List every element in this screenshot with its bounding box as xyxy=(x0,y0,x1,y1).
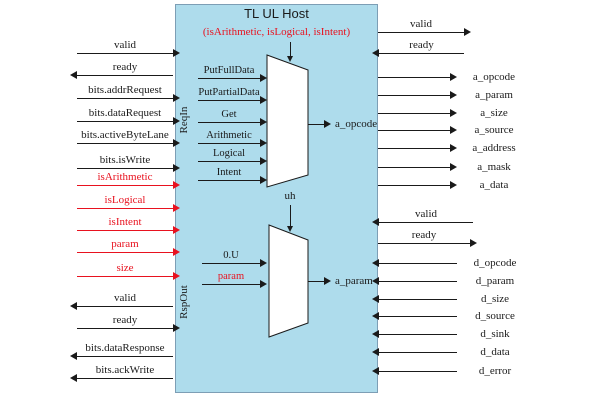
arrow-right-icon xyxy=(198,180,260,181)
arrow-right-icon xyxy=(378,95,450,96)
left-signal-size xyxy=(77,261,173,277)
arrow-right-icon xyxy=(378,243,470,244)
right-signal-a-data xyxy=(378,178,526,192)
left-signal-ready-req xyxy=(77,60,173,76)
signal-label: bits.isWrite xyxy=(99,154,151,166)
signal-label: isIntent xyxy=(108,216,142,228)
arrow-left-icon xyxy=(379,281,457,282)
arrow-right-icon xyxy=(378,130,450,131)
left-signal-is-write xyxy=(77,153,173,169)
signal-label: a_opcode xyxy=(472,71,516,83)
arrow-left-icon xyxy=(379,53,464,54)
mux-input-intent xyxy=(198,166,260,181)
arrow-right-icon xyxy=(378,167,450,168)
arrow-right-icon xyxy=(77,230,173,231)
arrow-left-icon xyxy=(379,352,457,353)
signal-label: a_mask xyxy=(477,161,511,173)
arrow-right-icon xyxy=(77,98,173,99)
signal-label: d_source xyxy=(475,310,515,322)
right-signal-a-param xyxy=(378,88,526,102)
arrow-right-icon xyxy=(198,100,260,101)
signal-label: bits.ackWrite xyxy=(95,364,155,376)
signal-label: a_param xyxy=(335,275,373,287)
mux-input-zero-u xyxy=(202,249,260,264)
right-signal-d-param xyxy=(379,274,527,288)
signal-label: ready xyxy=(112,314,138,326)
right-signal-d-error xyxy=(379,364,527,378)
block-title: TL UL Host xyxy=(244,6,309,21)
right-signal-d-sink xyxy=(379,327,527,341)
right-signal-valid-a xyxy=(378,17,464,33)
arrow-left-icon xyxy=(77,378,173,379)
param-mux-output xyxy=(308,274,373,288)
left-signal-addr-request xyxy=(77,83,173,99)
signal-label: PutFullData xyxy=(203,65,255,76)
signal-label: d_sink xyxy=(480,328,510,340)
left-signal-is-logical xyxy=(77,193,173,209)
arrow-right-icon xyxy=(77,276,173,277)
signal-label: a_source xyxy=(474,124,514,136)
signal-label: d_param xyxy=(475,275,515,287)
signal-label: d_error xyxy=(478,365,512,377)
signal-label: d_data xyxy=(480,346,510,358)
arrow-right-icon xyxy=(77,208,173,209)
right-signal-d-size xyxy=(379,292,527,306)
opcode-mux-output xyxy=(308,117,377,131)
arrow-right-icon xyxy=(77,252,173,253)
signal-label: bits.addrRequest xyxy=(88,84,162,96)
left-signal-param xyxy=(77,237,173,253)
signal-label: a_size xyxy=(480,107,508,119)
arrow-right-icon xyxy=(198,161,260,162)
arrow-right-icon xyxy=(308,124,324,125)
mux-input-put-full-data xyxy=(198,64,260,79)
rsp-out-group-label: RspOut xyxy=(178,285,190,319)
param-mux-select-arrow xyxy=(290,205,291,226)
left-signal-active-byte-lane xyxy=(77,128,173,144)
signal-label: isLogical xyxy=(104,194,146,206)
signal-label: 0.U xyxy=(223,250,239,261)
signal-label: param xyxy=(111,238,139,250)
signal-label: d_opcode xyxy=(473,257,517,269)
arrow-left-icon xyxy=(379,316,457,317)
signal-label: bits.dataResponse xyxy=(85,342,165,354)
arrow-right-icon xyxy=(308,281,324,282)
signal-label: size xyxy=(116,262,134,274)
signal-label: valid xyxy=(415,208,437,220)
arrow-left-icon xyxy=(379,371,457,372)
arrow-left-icon xyxy=(379,263,457,264)
signal-label: ready xyxy=(409,39,434,51)
arrow-left-icon xyxy=(77,306,173,307)
signal-label: valid xyxy=(410,18,432,30)
right-signal-a-opcode xyxy=(378,70,526,84)
right-signal-d-data xyxy=(379,345,527,359)
arrow-right-icon xyxy=(378,148,450,149)
left-signal-ack-write xyxy=(77,363,173,379)
mux-input-logical xyxy=(198,147,260,162)
signal-label: Intent xyxy=(216,167,242,178)
right-signal-d-source xyxy=(379,309,527,323)
right-signal-ready-a xyxy=(379,38,464,54)
mux-input-param xyxy=(202,270,260,285)
signal-label: d_size xyxy=(480,293,510,305)
arrow-left-icon xyxy=(379,334,457,335)
signal-label: Arithmetic xyxy=(206,130,252,141)
signal-label: valid xyxy=(114,292,136,304)
right-signal-valid-d xyxy=(379,207,473,223)
arrow-right-icon xyxy=(77,143,173,144)
req-in-group-label: ReqIn xyxy=(178,106,190,134)
right-signal-a-mask xyxy=(378,160,526,174)
param-mux-shape xyxy=(268,224,310,339)
arrow-right-icon xyxy=(378,113,450,114)
left-signal-ready-rsp xyxy=(77,313,173,329)
arrow-right-icon xyxy=(202,284,260,285)
arrow-right-icon xyxy=(77,185,173,186)
arrow-left-icon xyxy=(379,299,457,300)
signal-label: isArithmetic xyxy=(97,171,153,183)
arrow-right-icon xyxy=(77,328,173,329)
left-signal-valid-req xyxy=(77,38,173,54)
block-subtitle: (isArithmetic, isLogical, isIntent) xyxy=(202,26,351,38)
mux-input-put-partial-data xyxy=(198,86,260,101)
arrow-right-icon xyxy=(202,263,260,264)
signal-label: ready xyxy=(112,61,138,73)
left-signal-is-intent xyxy=(77,215,173,231)
param-mux-select-label: uh xyxy=(284,190,296,202)
left-signal-valid-rsp xyxy=(77,291,173,307)
right-signal-d-opcode xyxy=(379,256,527,270)
signal-label: ready xyxy=(411,229,437,241)
signal-label: bits.dataRequest xyxy=(88,107,162,119)
arrow-left-icon xyxy=(77,75,173,76)
arrow-right-icon xyxy=(198,78,260,79)
signal-label: a_data xyxy=(479,179,509,191)
arrow-right-icon xyxy=(198,122,260,123)
signal-label: valid xyxy=(114,39,136,51)
arrow-right-icon xyxy=(378,185,450,186)
arrow-right-icon xyxy=(77,53,173,54)
opcode-mux-shape xyxy=(266,54,310,190)
arrow-left-icon xyxy=(77,356,173,357)
signal-label: a_param xyxy=(475,89,513,101)
signal-label: Get xyxy=(221,109,237,120)
left-signal-is-arithmetic xyxy=(77,170,173,186)
arrow-right-icon xyxy=(77,168,173,169)
mux-input-get xyxy=(198,108,260,123)
signal-label: param xyxy=(217,271,245,282)
signal-label: a_opcode xyxy=(335,118,378,130)
right-signal-a-source xyxy=(378,123,526,137)
right-signal-a-address xyxy=(378,141,526,155)
signal-label: a_address xyxy=(472,142,516,154)
arrow-left-icon xyxy=(379,222,473,223)
right-signal-a-size xyxy=(378,106,526,120)
signal-label: Logical xyxy=(212,148,246,159)
left-signal-data-response xyxy=(77,341,173,357)
signal-label: bits.activeByteLane xyxy=(81,129,169,141)
arrow-right-icon xyxy=(378,32,464,33)
mux-input-arithmetic xyxy=(198,129,260,144)
right-signal-ready-d xyxy=(378,228,470,244)
signal-label: PutPartialData xyxy=(198,87,260,98)
arrow-right-icon xyxy=(378,77,450,78)
arrow-right-icon xyxy=(77,121,173,122)
arrow-right-icon xyxy=(198,143,260,144)
left-signal-data-request xyxy=(77,106,173,122)
